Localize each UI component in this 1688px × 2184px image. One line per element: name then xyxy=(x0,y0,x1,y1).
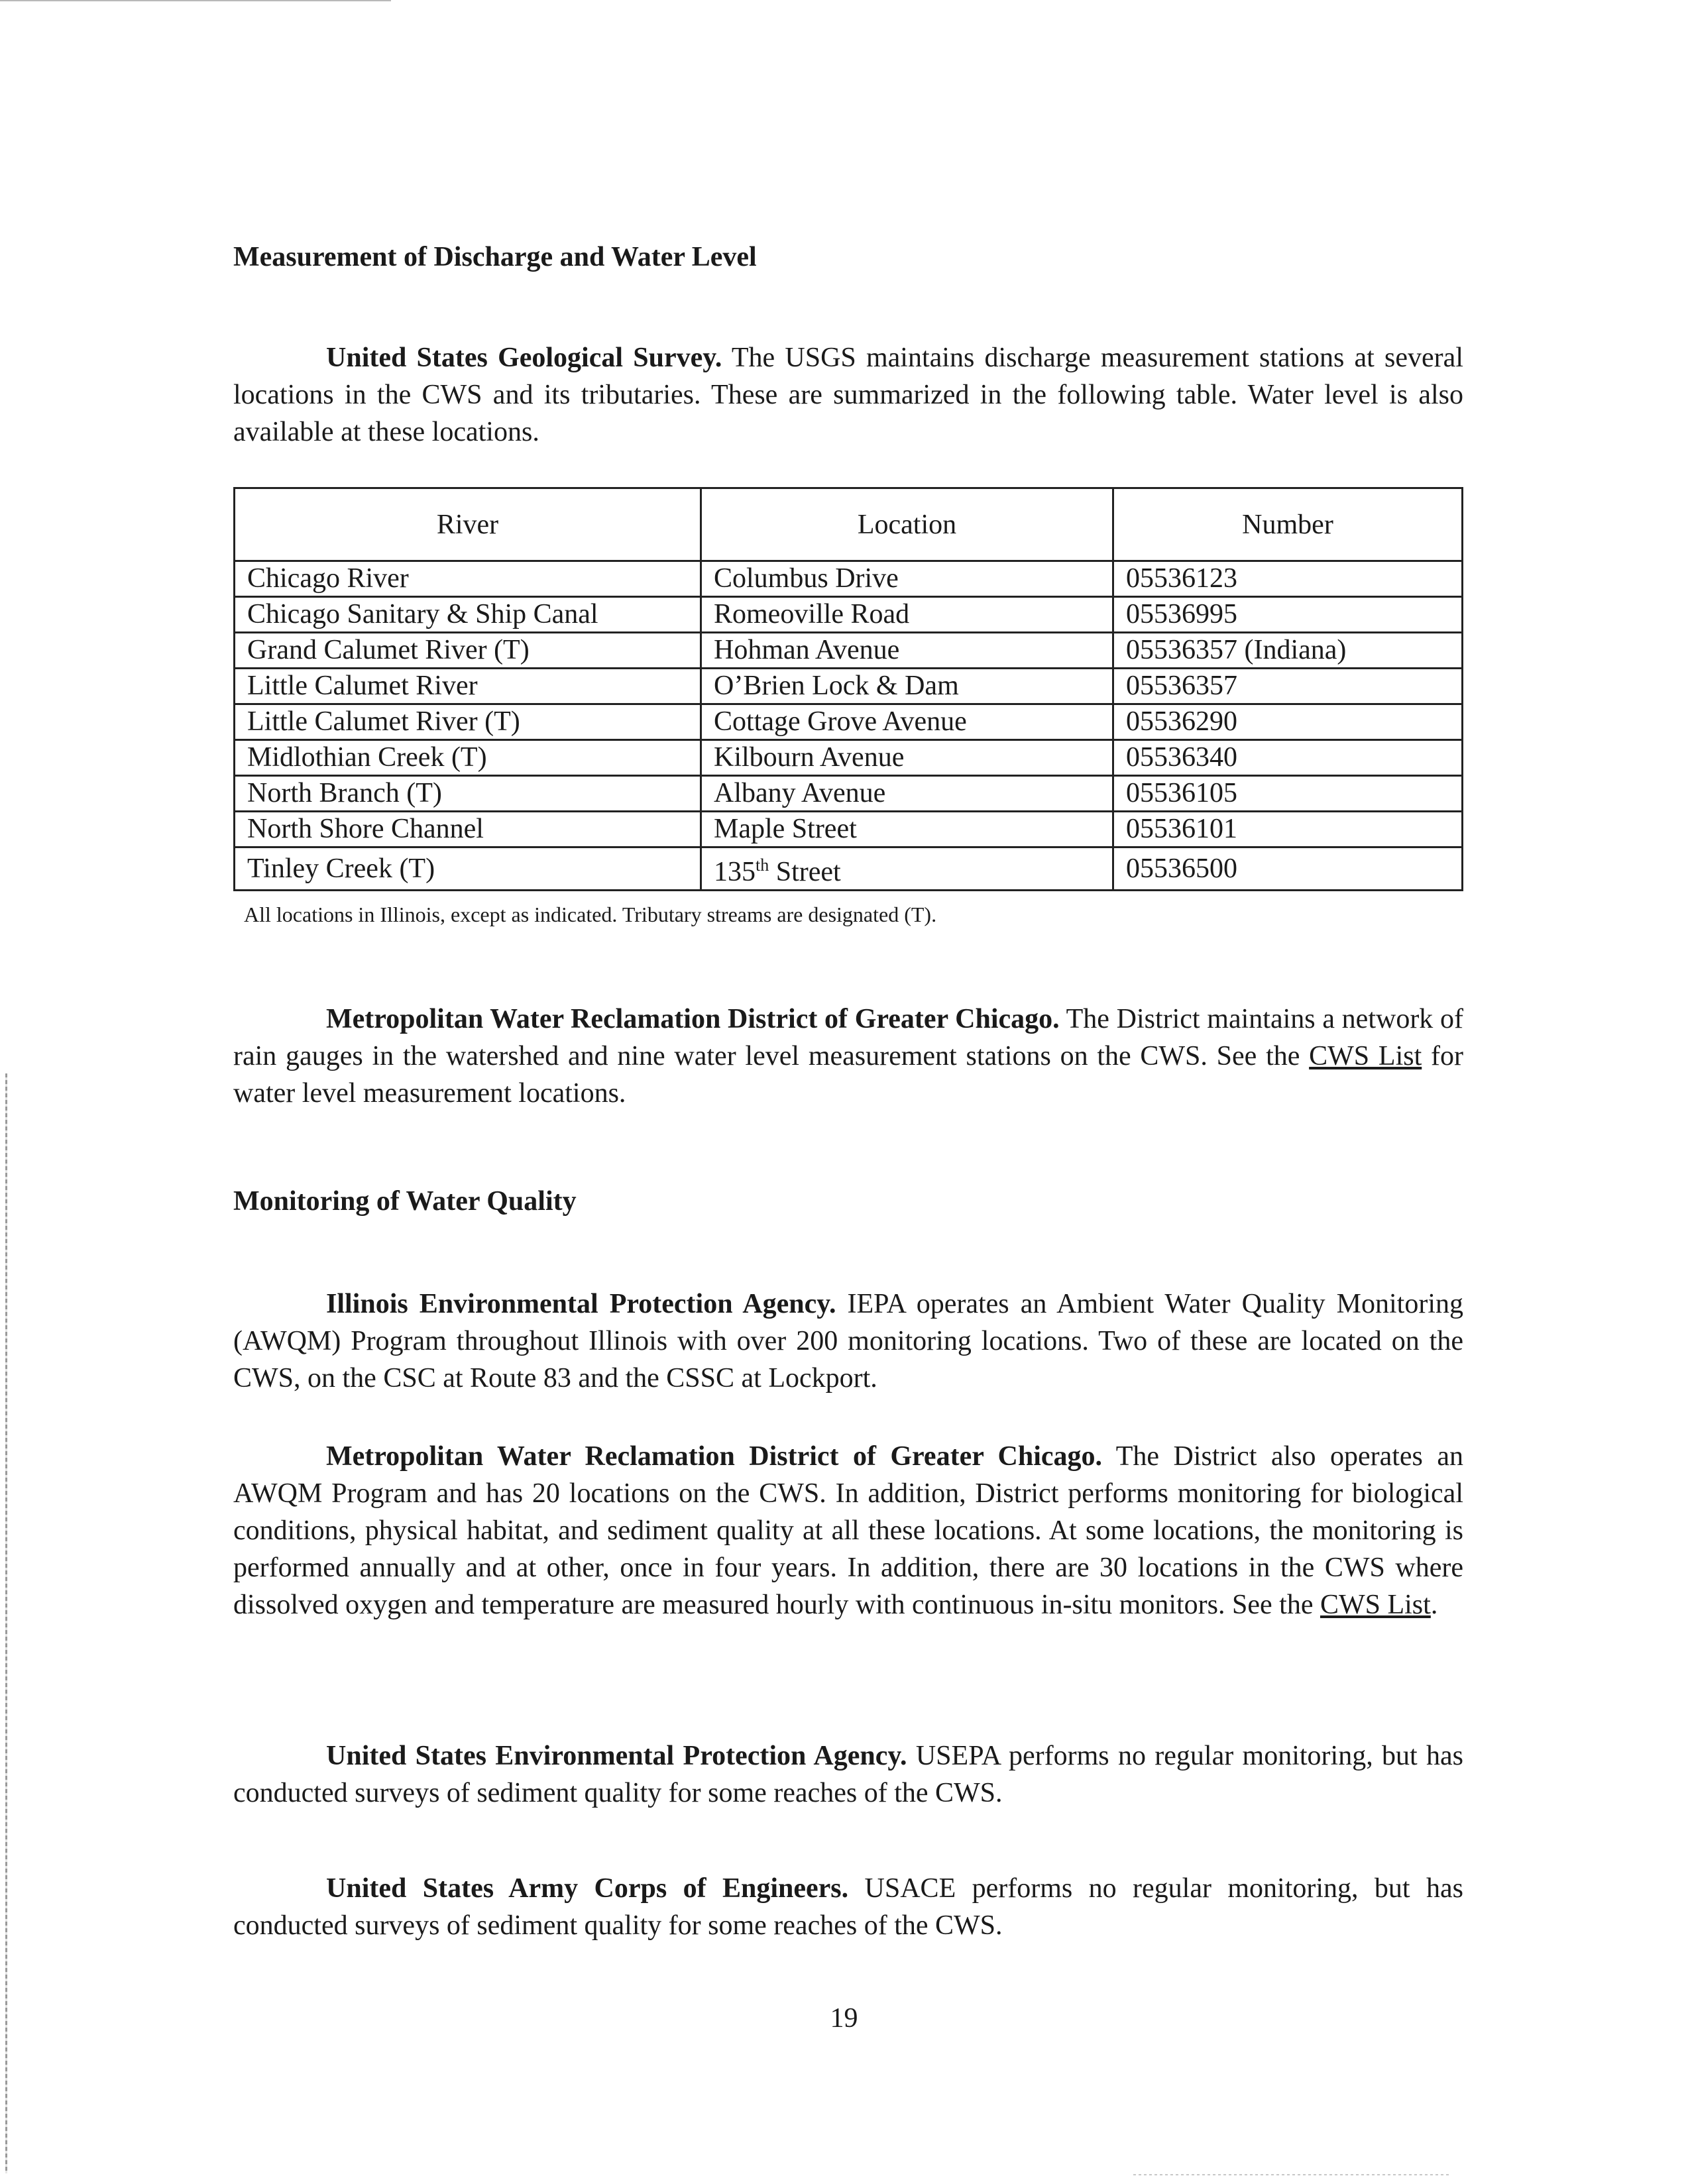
cell-location: Romeoville Road xyxy=(701,597,1113,633)
cell-number: 05536105 xyxy=(1113,776,1463,812)
cell-location: Cottage Grove Avenue xyxy=(701,704,1113,740)
cell-river: Grand Calumet River (T) xyxy=(235,633,701,669)
paragraph-lead: United States Army Corps of Engineers. xyxy=(326,1873,849,1904)
cell-number: 05536123 xyxy=(1113,561,1463,597)
column-header-river: River xyxy=(235,488,701,561)
table-footnote: All locations in Illinois, except as indicated. Tributary streams are designated (T). xyxy=(244,902,937,926)
table-row xyxy=(235,740,1463,776)
paragraph-lead: United States Geological Survey. xyxy=(326,343,722,373)
paragraph-usgs xyxy=(233,339,1463,451)
paragraph-body: USEPA performs no regular monitoring, but has conducted surveys of sediment quality for some reaches of the CWS. xyxy=(233,1741,1463,1808)
page-number: 19 xyxy=(830,2003,858,2034)
section-heading-water-quality: Monitoring of Water Quality xyxy=(233,1186,577,1217)
cell-number: 05536101 xyxy=(1113,812,1463,847)
cell-number: 05536357 xyxy=(1113,669,1463,704)
table-row xyxy=(235,776,1463,812)
cell-river: North Shore Channel xyxy=(235,812,701,847)
usgs-stations-table xyxy=(233,487,1463,891)
cell-location: Albany Avenue xyxy=(701,776,1113,812)
cell-location: Kilbourn Avenue xyxy=(701,740,1113,776)
cell-river: Little Calumet River xyxy=(235,669,701,704)
cell-number: 05536500 xyxy=(1113,847,1463,891)
column-header-location: Location xyxy=(701,488,1113,561)
cell-number: 05536357 (Indiana) xyxy=(1113,633,1463,669)
section-heading-discharge: Measurement of Discharge and Water Level xyxy=(233,242,757,272)
cell-river: Chicago Sanitary & Ship Canal xyxy=(235,597,701,633)
table-row xyxy=(235,812,1463,847)
cell-river: Tinley Creek (T) xyxy=(235,847,701,891)
paragraph-body: The USGS maintains discharge measurement stations at several locations in the CWS and its tributaries. These are summarized in the following table. Water level is also available at these locations. xyxy=(233,343,1463,447)
paragraph-lead: Illinois Environmental Protection Agency. xyxy=(326,1289,836,1319)
table-row xyxy=(235,597,1463,633)
cell-number: 05536340 xyxy=(1113,740,1463,776)
cell-number: 05536290 xyxy=(1113,704,1463,740)
paragraph-usepa xyxy=(233,1737,1463,1812)
cws-list-link[interactable]: CWS List xyxy=(1320,1590,1431,1620)
cell-location: Hohman Avenue xyxy=(701,633,1113,669)
column-header-number: Number xyxy=(1113,488,1463,561)
cell-location: 135th Street xyxy=(701,847,1113,891)
table-row xyxy=(235,633,1463,669)
cell-location: O’Brien Lock & Dam xyxy=(701,669,1113,704)
cell-number: 05536995 xyxy=(1113,597,1463,633)
cell-river: North Branch (T) xyxy=(235,776,701,812)
paragraph-iepa xyxy=(233,1285,1463,1397)
scan-edge-top xyxy=(0,0,391,1)
paragraph-body: USACE performs no regular monitoring, but has conducted surveys of sediment quality for some reaches of the CWS. xyxy=(233,1873,1463,1941)
scan-edge-bottom xyxy=(1133,2174,1451,2175)
paragraph-mwrd-awqm: Metropolitan Water Reclamation District of Greater Chicago. The District also operates an AWQM Program and has 20 locations on the CWS. In addition, District performs monitoring for biological conditions, physical habitat, and sediment quality at all these locations. At some locations, the monitoring is performed annually and at other, once in four years. In addition, there are 30 locations in the CWS where dissolved oxygen and temperature are measured hourly with continuous in-situ monitors. See the CWS List. xyxy=(233,1441,1463,1620)
cell-river: Midlothian Creek (T) xyxy=(235,740,701,776)
paragraph-mwrd-water-level: Metropolitan Water Reclamation District of Greater Chicago. The District maintains a network of rain gauges in the watershed and nine water level measurement stations on the CWS. See the CWS List for water level measurement locations. xyxy=(233,1004,1464,1109)
paragraph-usace xyxy=(233,1870,1463,1944)
paragraph-lead: United States Environmental Protection Agency. xyxy=(326,1741,907,1771)
table-header-row xyxy=(235,488,1463,561)
paragraph-body: IEPA operates an Ambient Water Quality Monitoring (AWQM) Program throughout Illinois with over 200 monitoring locations. Two of these are located on the CWS, on the CSC at Route 83 and the CSSC at Lockport. xyxy=(233,1289,1463,1393)
table-row xyxy=(235,704,1463,740)
table-row xyxy=(235,847,1463,891)
cell-river: Chicago River xyxy=(235,561,701,597)
cell-river: Little Calumet River (T) xyxy=(235,704,701,740)
cell-location: Maple Street xyxy=(701,812,1113,847)
table-row xyxy=(235,561,1463,597)
cws-list-link[interactable]: CWS List xyxy=(1309,1041,1422,1071)
cell-location: Columbus Drive xyxy=(701,561,1113,597)
paragraph-lead: Metropolitan Water Reclamation District of Greater Chicago. xyxy=(326,1441,1103,1472)
table-row xyxy=(235,669,1463,704)
paragraph-lead: Metropolitan Water Reclamation District of Greater Chicago. xyxy=(326,1004,1060,1034)
